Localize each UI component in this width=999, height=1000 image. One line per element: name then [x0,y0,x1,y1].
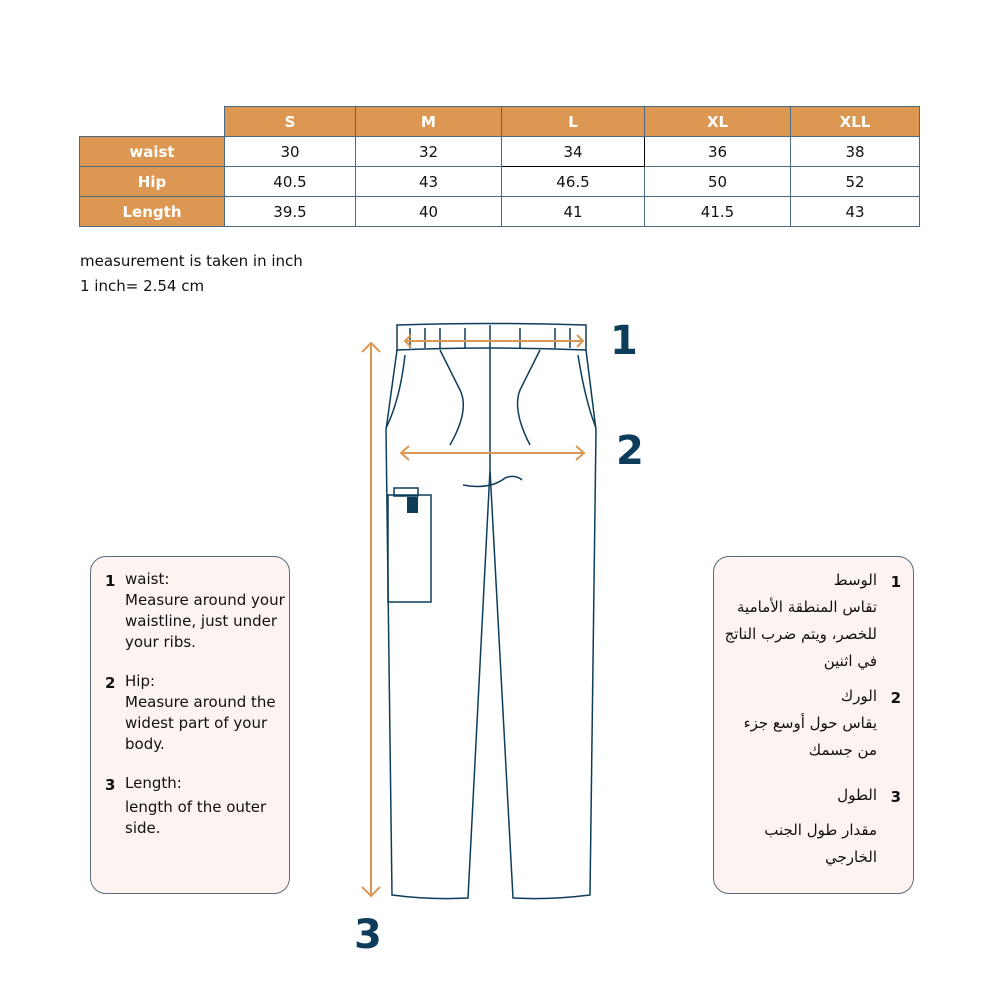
cell: 40.5 [225,167,356,197]
cell: 30 [225,137,356,167]
item-text: length of the outer side. [125,798,267,837]
size-header: L [502,107,645,137]
item-title: الطول [837,786,877,804]
cell: 40 [356,197,502,227]
cell: 46.5 [502,167,645,197]
cell: 43 [791,197,920,227]
item-number: 2 [890,689,901,707]
row-label: waist [80,137,225,167]
item-title: الوسط [833,571,877,589]
item-text: مقدار طول الجنب الخارجي [764,821,877,866]
item-title: Length: [125,774,182,792]
item-title: Hip: [125,672,156,690]
instruction-hip-ar [724,683,901,764]
cell: 32 [356,137,502,167]
item-text: يقاس حول أوسع جزء من جسمك [743,714,877,759]
cell: 38 [791,137,920,167]
item-title: الورك [840,687,877,705]
size-header: S [225,107,356,137]
row-label: Length [80,197,225,227]
item-text: Measure around the widest part of your body. [125,693,276,753]
item-text: تقاس المنطقة الأمامية للخصر، ويتم ضرب الناتج في اثنين [724,598,877,670]
cell: 50 [645,167,791,197]
cell: 52 [791,167,920,197]
english-instructions [90,556,290,894]
item-text: Measure around your waistline, just under your ribs. [125,591,285,651]
marker-2: 2 [616,428,644,474]
item-number: 1 [105,572,116,590]
conversion-note: 1 inch= 2.54 cm [80,277,205,295]
instruction-length [105,773,289,839]
marker-1: 1 [610,318,638,364]
row-label: Hip [80,167,225,197]
cell: 41.5 [645,197,791,227]
item-title: waist: [125,570,170,588]
cell: 34 [502,137,645,167]
instruction-length-ar [724,782,901,871]
unit-note: measurement is taken in inch [80,252,303,270]
instruction-waist [105,569,289,653]
cell: 41 [502,197,645,227]
cell: 36 [645,137,791,167]
size-header: M [356,107,502,137]
size-header: XLL [791,107,920,137]
cell: 39.5 [225,197,356,227]
item-number: 3 [890,788,901,806]
instruction-waist-ar [724,567,901,675]
item-number: 3 [105,776,116,794]
cell: 43 [356,167,502,197]
item-number: 1 [890,573,901,591]
instruction-hip [105,671,289,755]
marker-3: 3 [354,912,382,958]
arabic-instructions [713,556,914,894]
size-header: XL [645,107,791,137]
item-number: 2 [105,674,116,692]
